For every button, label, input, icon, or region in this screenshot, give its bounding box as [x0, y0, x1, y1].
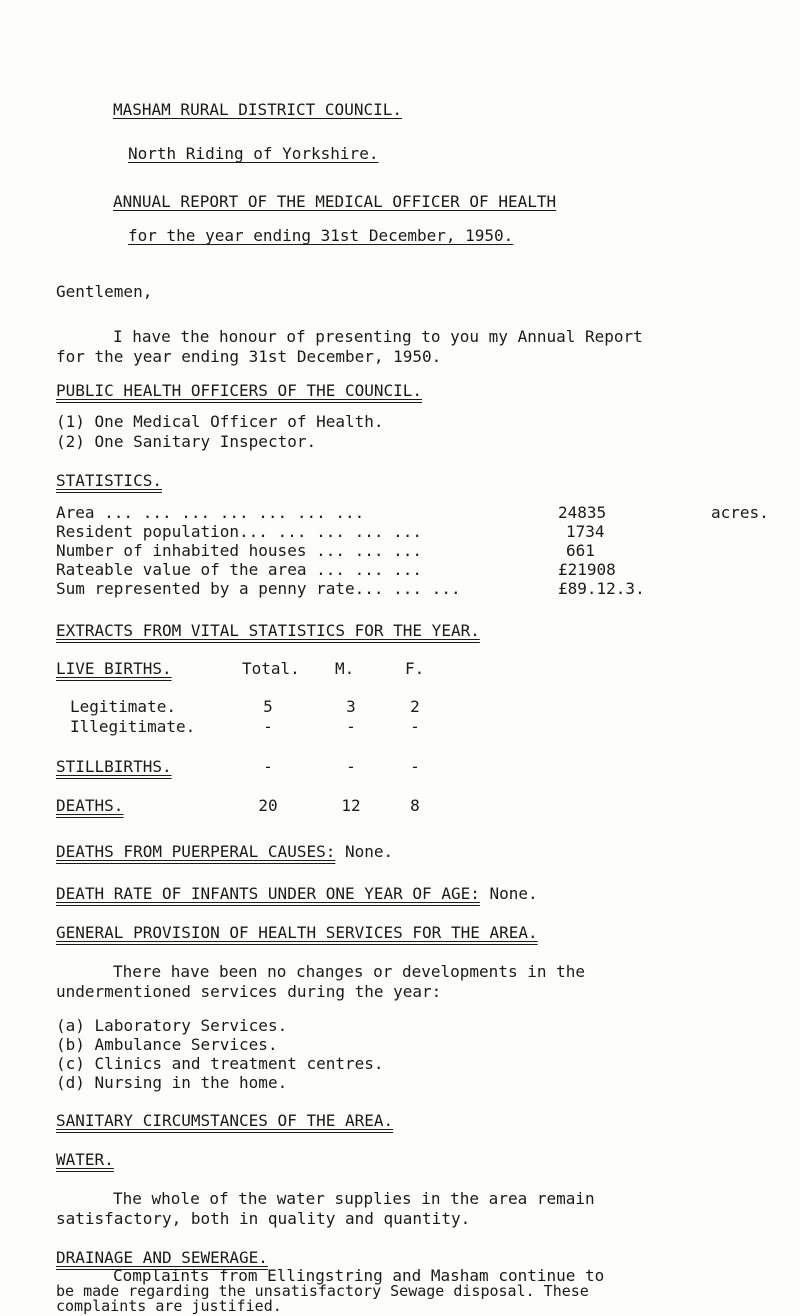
intro-line-2: for the year ending 31st December, 1950. — [56, 347, 442, 366]
cell-m: - — [346, 717, 356, 736]
cell-f: 2 — [410, 697, 420, 716]
service-item — [56, 1073, 287, 1093]
officers-heading: PUBLIC HEALTH OFFICERS OF THE COUNCIL. — [56, 381, 423, 400]
stat-unit: acres. — [711, 503, 769, 522]
salutation: Gentlemen, — [56, 282, 153, 301]
service-text: Ambulance Services. — [94, 1035, 278, 1054]
drainage-line-3: complaints are justified. — [56, 1297, 282, 1315]
cell-total: 20 — [258, 796, 278, 815]
puerperal-value: None. — [345, 842, 394, 861]
drainage-line-2: be made regarding the unsatisfactory Sewage disposal. These — [56, 1282, 589, 1300]
officer-item — [56, 432, 316, 452]
cell-m: 3 — [346, 697, 356, 716]
cell-f: 8 — [410, 796, 420, 815]
officer-marker: (2) — [56, 432, 85, 451]
intro-line-1: I have the honour of presenting to you my Annual Report — [113, 327, 643, 346]
stat-label: Resident population... ... ... ... ... — [56, 522, 423, 541]
infant-line — [56, 884, 538, 904]
stat-value: 661 — [566, 541, 595, 560]
water-line-2: satisfactory, both in quality and quantity. — [56, 1209, 471, 1228]
water-line-1: The whole of the water supplies in the area remain — [113, 1189, 595, 1208]
riding-subtitle: North Riding of Yorkshire. — [128, 144, 379, 163]
officer-item — [56, 412, 384, 432]
council-title: MASHAM RURAL DISTRICT COUNCIL. — [113, 100, 402, 119]
stat-label: Area ... ... ... ... ... ... ... — [56, 503, 365, 522]
provision-heading: GENERAL PROVISION OF HEALTH SERVICES FOR THE AREA. — [56, 923, 538, 942]
provision-line-2: undermentioned services during the year: — [56, 982, 442, 1001]
cell-f: - — [410, 757, 420, 776]
provision-line-1: There have been no changes or developments in the — [113, 962, 586, 981]
infant-value: None. — [489, 884, 538, 903]
drainage-heading: DRAINAGE AND SEWERAGE. — [56, 1248, 268, 1267]
officer-text: One Sanitary Inspector. — [94, 432, 317, 451]
infant-label: DEATH RATE OF INFANTS UNDER ONE YEAR OF AGE: — [56, 884, 480, 903]
stillbirths-label: STILLBIRTHS. — [56, 757, 172, 776]
service-text: Nursing in the home. — [94, 1073, 288, 1092]
cell-m: - — [346, 757, 356, 776]
row-label: Legitimate. — [70, 697, 176, 716]
col-m: M. — [335, 659, 355, 678]
stat-label: Sum represented by a penny rate... ... ... — [56, 579, 461, 598]
col-f: F. — [405, 659, 425, 678]
cell-f: - — [410, 717, 420, 736]
cell-total: - — [263, 717, 273, 736]
report-period: for the year ending 31st December, 1950. — [128, 226, 514, 245]
water-heading: WATER. — [56, 1150, 114, 1169]
service-marker: (a) — [56, 1016, 85, 1035]
service-marker: (c) — [56, 1054, 85, 1073]
drainage-line-1: Complaints from Ellingstring and Masham continue to — [113, 1266, 605, 1285]
col-total: Total. — [242, 659, 300, 678]
stat-value: 1734 — [566, 522, 605, 541]
live-births-heading: LIVE BIRTHS. — [56, 659, 172, 678]
cell-total: - — [263, 757, 273, 776]
cell-m: 12 — [341, 796, 361, 815]
cell-total: 5 — [263, 697, 273, 716]
vital-heading: EXTRACTS FROM VITAL STATISTICS FOR THE YEAR. — [56, 621, 480, 640]
statistics-heading: STATISTICS. — [56, 471, 162, 490]
service-marker: (d) — [56, 1073, 85, 1092]
service-item — [56, 1016, 287, 1036]
service-text: Laboratory Services. — [94, 1016, 288, 1035]
puerperal-line — [56, 842, 393, 862]
service-item — [56, 1054, 384, 1074]
stat-value: 24835 — [558, 503, 607, 522]
row-label: Illegitimate. — [70, 717, 196, 736]
officer-text: One Medical Officer of Health. — [94, 412, 384, 431]
officer-marker: (1) — [56, 412, 85, 431]
service-text: Clinics and treatment centres. — [94, 1054, 384, 1073]
deaths-label: DEATHS. — [56, 796, 124, 815]
stat-value: £21908 — [558, 560, 616, 579]
stat-label: Rateable value of the area ... ... ... — [56, 560, 423, 579]
puerperal-label: DEATHS FROM PUERPERAL CAUSES: — [56, 842, 336, 861]
stat-label: Number of inhabited houses ... ... ... — [56, 541, 423, 560]
stat-value: £89.12.3. — [558, 579, 645, 598]
service-marker: (b) — [56, 1035, 85, 1054]
service-item — [56, 1035, 278, 1055]
sanitary-heading: SANITARY CIRCUMSTANCES OF THE AREA. — [56, 1111, 394, 1130]
report-title: ANNUAL REPORT OF THE MEDICAL OFFICER OF HEALTH — [113, 192, 557, 211]
